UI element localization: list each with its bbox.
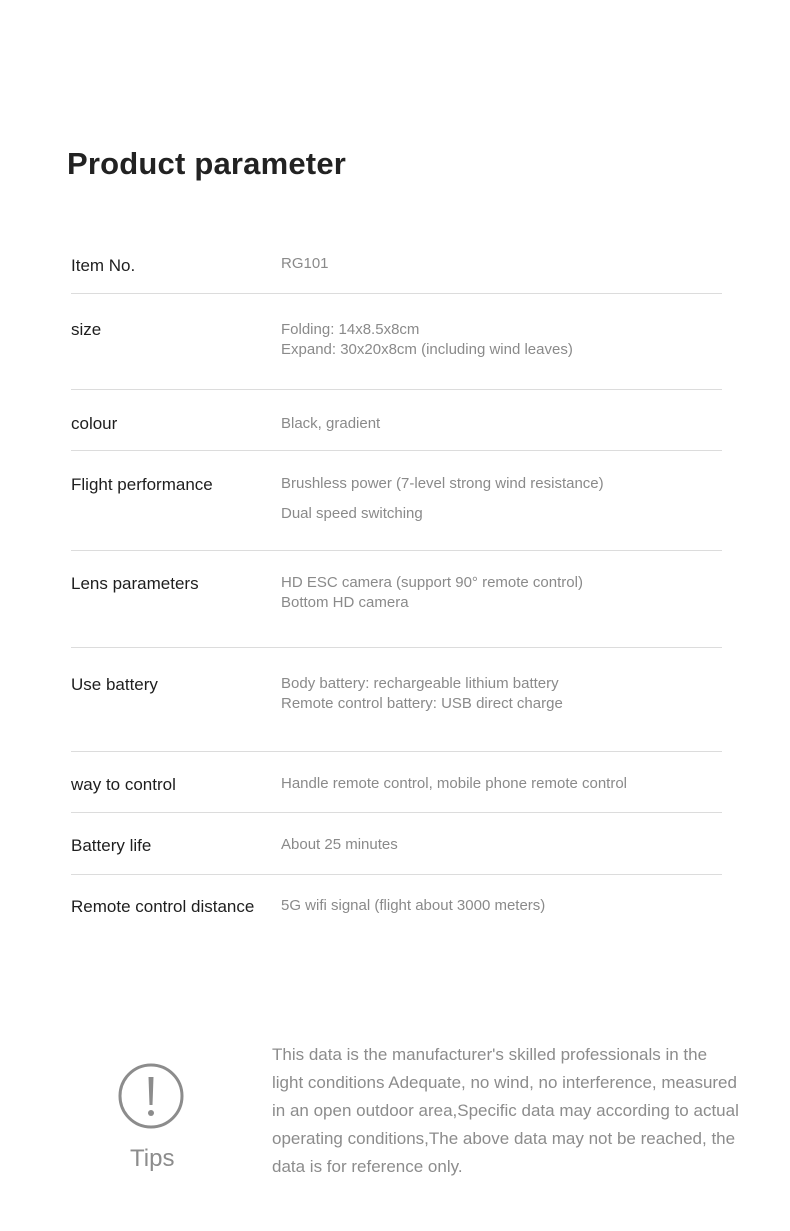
param-value: Brushless power (7-level strong wind resistance) [281,475,604,492]
param-label: Item No. [71,256,136,275]
param-label: Flight performance [71,475,213,494]
row-divider [71,389,722,390]
param-label: size [71,320,102,339]
param-values [281,474,604,524]
param-value: Remote control battery: USB direct charge [281,695,563,712]
param-values [281,573,583,613]
row-divider [71,874,722,875]
param-values [281,674,563,714]
row-divider [71,450,722,451]
tips-text: This data is the manufacturer's skilled professionals in the light conditions Adequate, no wind, no interference, measured in an open outdoor area,Specific data may according to actual operating conditions,The above data may not be reached, the data is for reference only. [272,1045,739,1176]
param-value: Expand: 30x20x8cm (including wind leaves) [281,341,573,358]
row-divider [71,751,722,752]
param-value: HD ESC camera (support 90° remote control) [281,574,583,591]
row-divider [71,647,722,648]
param-value: Handle remote control, mobile phone remote control [281,775,628,792]
param-value: RG101 [281,255,329,272]
param-value: Body battery: rechargeable lithium battery [281,675,559,692]
param-label: colour [71,414,118,433]
param-value: Dual speed switching [281,505,423,522]
param-value: Black, gradient [281,415,381,432]
param-value: 5G wifi signal (flight about 3000 meters) [281,897,546,914]
row-divider [71,293,722,294]
param-values [281,254,329,274]
param-values [281,320,573,360]
param-values [281,835,398,855]
tips-label: Tips [130,1145,175,1172]
param-label: Battery life [71,836,152,855]
page-title: Product parameter [67,146,347,181]
param-values [281,896,545,916]
row-divider [71,550,722,551]
exclamation-circle-icon [118,1063,184,1129]
param-values [281,774,627,794]
param-label: Use battery [71,675,158,694]
param-label: Lens parameters [71,574,199,593]
param-label: Remote control distance [71,897,255,916]
row-divider [71,812,722,813]
param-label: way to control [71,775,176,794]
param-value: Folding: 14x8.5x8cm [281,321,420,338]
param-value: About 25 minutes [281,836,398,853]
param-value: Bottom HD camera [281,594,409,611]
param-values [281,414,380,434]
